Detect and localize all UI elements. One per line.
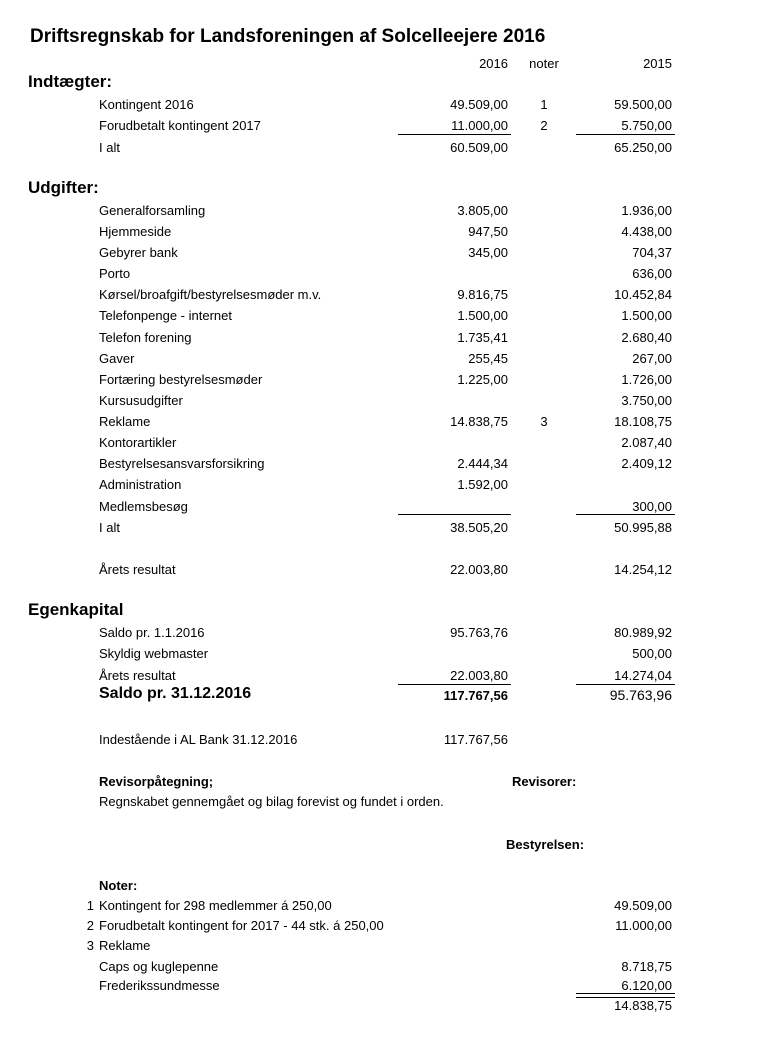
column-header-2016: 2016	[479, 56, 508, 71]
underline	[576, 684, 675, 685]
audit-text: Regnskabet gennemgået og bilag forevist og fundet i orden.	[99, 794, 444, 809]
bank-value: 117.767,56	[443, 732, 508, 747]
income-total-2016: 60.509,00	[450, 140, 508, 155]
auditors-label: Revisorer:	[512, 774, 577, 789]
equity-total-2015: 95.763,96	[609, 687, 672, 703]
result-2016: 22.003,80	[450, 562, 508, 577]
expense-row-2015: 1.936,00	[621, 203, 672, 218]
expense-row-2016: 3.805,00	[457, 203, 508, 218]
expense-row-note: 3	[540, 414, 548, 429]
expense-row-label: Fortæring bestyrelsesmøder	[99, 372, 263, 387]
bank-label: Indestående i AL Bank 31.12.2016	[99, 732, 298, 747]
note-label: Reklame	[99, 938, 151, 953]
equity-row-2015: 500,00	[632, 646, 672, 661]
expense-row-label: Kursusudgifter	[99, 393, 183, 408]
expense-row-2015: 267,00	[632, 351, 672, 366]
income-row-2015: 59.500,00	[614, 97, 672, 112]
income-row-label: Kontingent 2016	[99, 97, 194, 112]
underline	[398, 514, 511, 515]
expense-row-2016: 2.444,34	[457, 456, 508, 471]
equity-row-2015: 80.989,92	[614, 625, 672, 640]
expense-row-2016: 1.592,00	[457, 477, 508, 492]
expense-row-2015: 4.438,00	[621, 224, 672, 239]
expenses-total-2016: 38.505,20	[450, 520, 508, 535]
equity-row-label: Årets resultat	[99, 668, 176, 683]
expense-row-2016: 1.225,00	[457, 372, 508, 387]
expense-row-2015: 2.087,40	[621, 435, 672, 450]
note-value: 11.000,00	[615, 918, 672, 933]
expense-row-2016: 1.500,00	[457, 308, 508, 323]
expense-row-2016: 9.816,75	[457, 287, 508, 302]
equity-total-label: Saldo pr. 31.12.2016	[99, 685, 252, 702]
expense-row-label: Kontorartikler	[99, 435, 177, 450]
expense-row-label: Hjemmeside	[99, 224, 172, 239]
expense-row-label: Medlemsbesøg	[99, 499, 188, 514]
expense-row-label: Gaver	[99, 351, 135, 366]
underline	[576, 514, 675, 515]
income-total-2015: 65.250,00	[614, 140, 672, 155]
note-value: 49.509,00	[614, 898, 672, 913]
expense-row-label: Porto	[99, 266, 131, 281]
note-value: 8.718,75	[621, 959, 672, 974]
equity-row-2016: 22.003,80	[450, 668, 508, 683]
notes-heading: Noter:	[99, 878, 138, 893]
expense-row-2016: 14.838,75	[450, 414, 508, 429]
expense-row-label: Bestyrelsesansvarsforsikring	[99, 456, 265, 471]
income-row-2016: 11.000,00	[451, 118, 508, 133]
equity-row-2015: 14.274,04	[614, 668, 672, 683]
board-label: Bestyrelsen:	[506, 837, 585, 852]
expenses-total-2015: 50.995,88	[614, 520, 672, 535]
underline	[398, 134, 511, 135]
note-number: 1	[86, 898, 94, 913]
expense-row-2015: 1.726,00	[621, 372, 672, 387]
expense-row-2016: 1.735,41	[457, 330, 508, 345]
expense-row-label: Telefon forening	[99, 330, 192, 345]
expense-row-label: Kørsel/broafgift/bestyrelsesmøder m.v.	[99, 287, 322, 302]
note-label: Frederikssundmesse	[99, 978, 220, 993]
expense-row-label: Telefonpenge - internet	[99, 308, 232, 323]
expense-row-2015: 2.409,12	[621, 456, 672, 471]
expenses-heading: Udgifter:	[28, 178, 99, 197]
expense-row-2016: 255,45	[468, 351, 508, 366]
note-number: 3	[86, 938, 94, 953]
page-title: Driftsregnskab for Landsforeningen af Solcelleejere 2016	[30, 26, 546, 47]
note-label: Forudbetalt kontingent for 2017 - 44 stk. á 250,00	[99, 918, 384, 933]
expense-row-2015: 704,37	[632, 245, 672, 260]
expense-row-2015: 3.750,00	[621, 393, 672, 408]
income-row-label: Forudbetalt kontingent 2017	[99, 118, 261, 133]
income-row-2016: 49.509,00	[450, 97, 508, 112]
expense-row-2015: 300,00	[632, 499, 672, 514]
column-header-notes: noter	[529, 56, 559, 71]
result-label: Årets resultat	[99, 562, 176, 577]
equity-row-label: Skyldig webmaster	[99, 646, 209, 661]
income-row-note: 1	[540, 97, 548, 112]
expense-row-label: Gebyrer bank	[99, 245, 178, 260]
expense-row-2016: 947,50	[468, 224, 508, 239]
note-label: Caps og kuglepenne	[99, 959, 219, 974]
notes-total: 14.838,75	[614, 998, 672, 1013]
expense-row-2015: 1.500,00	[621, 308, 672, 323]
expense-row-label: Generalforsamling	[99, 203, 206, 218]
audit-heading: Revisorpåtegning;	[99, 774, 214, 789]
expense-row-2015: 636,00	[632, 266, 672, 281]
equity-row-2016: 95.763,76	[450, 625, 508, 640]
note-label: Kontingent for 298 medlemmer á 250,00	[99, 898, 332, 913]
income-row-note: 2	[540, 118, 548, 133]
note-number: 2	[86, 918, 94, 933]
expense-row-2016: 345,00	[468, 245, 508, 260]
expenses-total-label: I alt	[99, 520, 120, 535]
expense-row-2015: 10.452,84	[614, 287, 672, 302]
equity-heading: Egenkapital	[28, 600, 124, 619]
column-header-2015: 2015	[643, 56, 672, 71]
note-value: 6.120,00	[621, 978, 672, 993]
equity-total-2016: 117.767,56	[443, 688, 508, 703]
expense-row-label: Administration	[99, 477, 182, 492]
underline	[576, 134, 675, 135]
expense-row-2015: 2.680,40	[621, 330, 672, 345]
income-row-2015: 5.750,00	[621, 118, 672, 133]
expense-row-2015: 18.108,75	[614, 414, 672, 429]
expense-row-label: Reklame	[99, 414, 151, 429]
result-2015: 14.254,12	[614, 562, 672, 577]
equity-row-label: Saldo pr. 1.1.2016	[99, 625, 205, 640]
underline	[398, 684, 511, 685]
income-heading: Indtægter:	[28, 72, 113, 91]
income-total-label: I alt	[99, 140, 120, 155]
